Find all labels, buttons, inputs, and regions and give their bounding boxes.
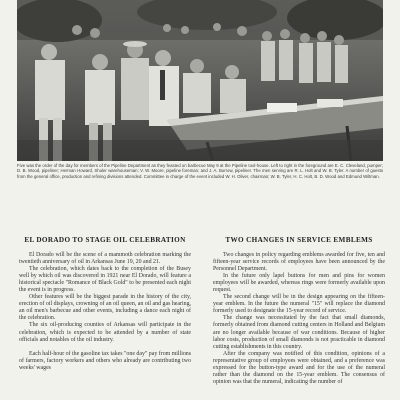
article-paragraph: The celebration, which dates back to the completion of the Busey well by which oil was discovered in 1921 near El Dorado, will feature a historical spectacle "Romance of Black Gold" to be presented each night the event is in progress. bbox=[19, 265, 191, 293]
article-paragraph: Two changes in policy regarding emblems awarded for five, ten and fifteen-year service records of employees have been announced by the Personnel Department. bbox=[213, 251, 385, 272]
article-paragraph: Each half-hour of the gasoline tax takes "one day" pay from millions of farmers, factory workers and others who already are contributing two weeks' wages bbox=[19, 350, 191, 371]
article-oil-celebration bbox=[19, 236, 191, 400]
article-paragraph: The second change will be in the design appearing on the fifteen-year emblem. In the future the numeral "15" will replace the diamond formerly used to designate the 15-year record of service. bbox=[213, 294, 385, 315]
article-paragraph: El Dorado will be the scene of a mammoth celebration marking the twentieth anniversary of oil in Arkansas June 19, 20 and 21. bbox=[19, 251, 191, 265]
article-paragraph: After the company was notified of this condition, opinions of a representative group of employees were obtained, and a preference was expressed for the button-type award and for the use of the numeral rather than the diamond on the 15-year emblem. The consensus of opinion was that the numeral, indicating the number of bbox=[213, 350, 385, 386]
photo-caption: Five was the order of the day for members of the Pipeline Department as they feasted on barbecue May 9 at the Pipeline tool-house. Left to right in the foreground are E. C. Cleveland, pumper; D. B. Wood, pipeliner; Herman Howard, Shuler warehouseman; V. W. Moore, pipeline foreman; and J. A. Burrow, pipeliner. The men serving are R. L. Holt and W. B. Tyler. A number of guests from the general office, production and refining divisions attended. Committee in charge of the event included W. H. Oliver, chairman; W. B. Tyler, H. C. Holt, B. D. Wood and Edmund Wiltman. bbox=[17, 163, 383, 179]
article-headline: TWO CHANGES IN SERVICE EMBLEMS bbox=[225, 236, 373, 244]
article-service-emblems bbox=[213, 236, 385, 400]
article-paragraph: The six oil-producing counties of Arkansas will participate in the celebration, which is expected to be attended by a number of state officials and notables of the oil industry. bbox=[19, 322, 191, 343]
article-paragraph: The change was necessitated by the fact that small diamonds, formerly obtained from diamond cutting centers in Holland and Belgium are no longer available because of war conditions. Because of higher labor costs, production of small diamonds is not practicable in diamond cutting establishments in this country. bbox=[213, 315, 385, 350]
article-paragraph: In the future only lapel buttons for men and pins for women employees will be awarded, whereas rings were formerly available upon request. bbox=[213, 272, 385, 293]
barbecue-photo-image bbox=[17, 0, 383, 161]
article-paragraph: Other features will be the biggest parade in the history of the city, erection of oil displays, crowning of an oil queen, an oil and gas hearing, an oil men's barbecue and other events, including a dance each night of the celebration. bbox=[19, 294, 191, 322]
barbecue-photo bbox=[17, 0, 383, 161]
article-headline: EL DORADO TO STAGE OIL CELEBRATION bbox=[24, 236, 186, 244]
